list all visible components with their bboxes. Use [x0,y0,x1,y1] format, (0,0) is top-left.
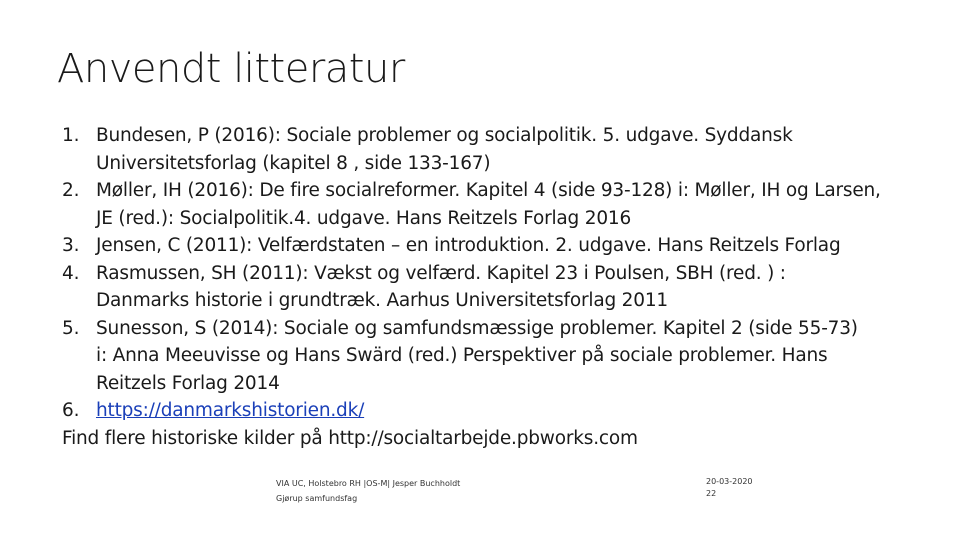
reference-text: Universitetsforlag (kapitel 8 , side 133-167) [96,152,491,174]
footer-author: VIA UC, Holstebro RH |OS-M| Jesper Buchholdt [276,479,461,488]
reference-item [62,232,922,260]
reference-text: Reitzels Forlag 2014 [96,372,280,394]
danmarkshistorien-link[interactable]: https://danmarkshistorien.dk/ [96,400,365,421]
footer-info [276,476,460,506]
reference-number: 5. [62,317,80,339]
reference-text: JE (red.): Socialpolitik.4. udgave. Hans Reitzels Forlag 2016 [96,207,632,229]
reference-text: Jensen, C (2011): Velfærdstaten – en introduktion. 2. udgave. Hans Reitzels Forlag [96,235,841,256]
slide-body [62,122,922,452]
reference-item [62,315,922,398]
extra-sources-text: Find flere historiske kilder på http://socialtarbejde.pbworks.com [62,427,638,449]
reference-text: i: Anna Meeuvisse og Hans Swärd (red.) Perspektiver på sociale problemer. Hans [96,345,828,366]
footer-date: 20-03-2020 [706,477,753,486]
footer-meta [706,476,753,500]
reference-list [62,122,922,425]
reference-number: 2. [62,180,80,201]
reference-number: 3. [62,235,80,256]
reference-text: Danmarks historie i grundtræk. Aarhus Universitetsforlag 2011 [96,290,668,311]
page-number: 22 [706,489,717,498]
reference-number: 4. [62,262,80,284]
reference-item-link [62,397,922,425]
reference-item [62,122,922,177]
footer-subject: Gjørup samfundsfag [276,494,358,503]
reference-item [62,177,922,232]
reference-text: Rasmussen, SH (2011): Vækst og velfærd. Kapitel 23 i Poulsen, SBH (red. ) : [96,262,786,284]
reference-text: Sunesson, S (2014): Sociale og samfundsmæssige problemer. Kapitel 2 (side 55-73) [96,317,858,339]
reference-text: Bundesen, P (2016): Sociale problemer og socialpolitik. 5. udgave. Syddansk [96,125,793,146]
slide-title: Anvendt litteratur [57,46,405,92]
reference-item [62,260,922,315]
reference-text: Møller, IH (2016): De fire socialreformer. Kapitel 4 (side 93-128) i: Møller, IH og Larsen, [96,180,881,201]
reference-number: 1. [62,125,80,146]
reference-number: 6. [62,400,80,421]
